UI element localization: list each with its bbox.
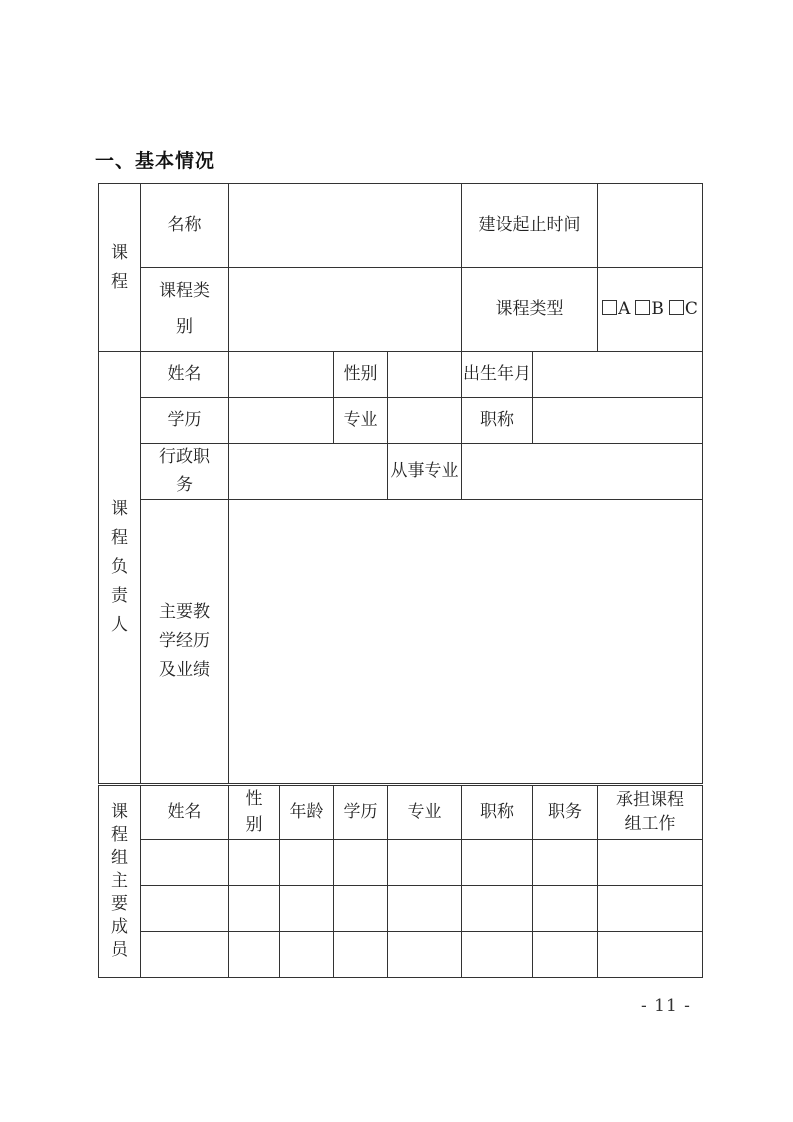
members-col-name: 姓名 [141,786,229,840]
leader-field-label: 从事专业 [388,444,462,500]
leader-admin-post-value[interactable] [229,444,388,500]
leader-name-value[interactable] [229,352,334,398]
leader-education-label: 学历 [141,398,229,444]
section-title: 一、基本情况 [95,150,216,172]
leader-education-value[interactable] [229,398,334,444]
members-col-education: 学历 [334,786,388,840]
course-name-value[interactable] [229,184,462,268]
course-category-value[interactable] [229,268,462,352]
course-name-label: 名称 [141,184,229,268]
checkbox-icon [669,300,684,315]
leader-major-label: 专业 [334,398,388,444]
members-col-gender: 性别 [229,786,280,840]
leader-admin-post-label: 行政职务 [141,444,229,500]
leader-experience-value[interactable] [229,500,703,784]
basic-info-table [98,183,703,784]
course-type-label: 课程类型 [462,268,598,352]
course-group-label: 课 程 [99,184,141,352]
course-type-option-b[interactable]: B [635,299,664,319]
leader-experience-label: 主要教 学经历 及业绩 [141,500,229,784]
course-type-options [598,268,703,352]
course-period-label: 建设起止时间 [462,184,598,268]
members-col-age: 年龄 [280,786,334,840]
course-period-value[interactable] [598,184,703,268]
leader-title-value[interactable] [533,398,703,444]
table-row [99,886,703,932]
leader-group-label: 课 程 负 责 人 [99,352,141,784]
members-col-post: 职务 [533,786,598,840]
table-row [99,932,703,978]
leader-name-label: 姓名 [141,352,229,398]
members-group-label: 课 程 组 主 要 成 员 [99,786,141,978]
checkbox-icon [635,300,650,315]
members-col-major: 专业 [388,786,462,840]
course-type-option-c[interactable]: C [669,299,698,319]
members-table [98,785,703,978]
leader-birth-label: 出生年月 [462,352,533,398]
checkbox-icon [602,300,617,315]
leader-field-value[interactable] [462,444,703,500]
members-col-title: 职称 [462,786,533,840]
leader-birth-value[interactable] [533,352,703,398]
leader-gender-label: 性别 [334,352,388,398]
page-number: - 11 - [641,996,691,1016]
leader-major-value[interactable] [388,398,462,444]
leader-gender-value[interactable] [388,352,462,398]
table-row [99,840,703,886]
course-type-option-a[interactable]: A [602,299,630,319]
members-col-work: 承担课程组工作 [598,786,703,840]
course-category-label: 课程类别 [141,268,229,352]
leader-title-label: 职称 [462,398,533,444]
